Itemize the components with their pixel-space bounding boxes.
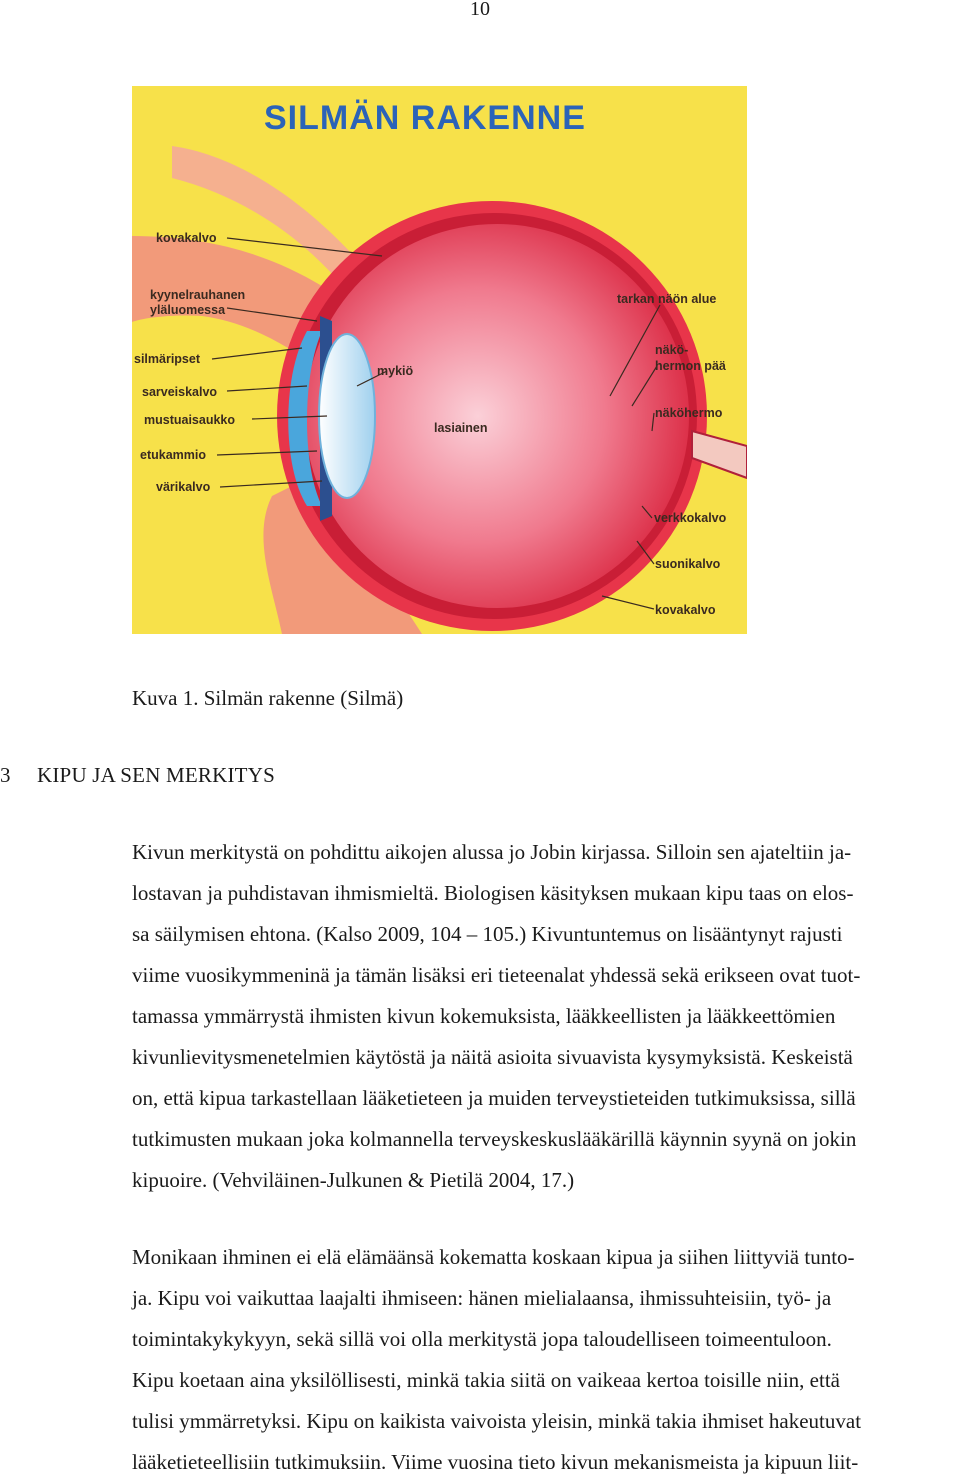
- label-tarkan-naon-alue: tarkan näön alue: [617, 292, 717, 306]
- label-lasiainen: lasiainen: [434, 421, 488, 435]
- section-heading: [0, 759, 275, 791]
- label-nakohermo: näköhermo: [655, 406, 723, 420]
- eye-anatomy-figure: [132, 86, 747, 634]
- page-number: 10: [470, 0, 490, 20]
- paragraph-line: Kipu koetaan aina yksilöllisesti, minkä takia siitä on vaikeaa kertoa toisille niin, että: [132, 1368, 840, 1392]
- paragraph-1: [132, 832, 958, 1201]
- paragraph-line: tamassa ymmärrystä ihmisten kivun kokemuksista, lääkkeellisten ja lääkkeettömien: [132, 1004, 836, 1028]
- section-number: 3: [0, 763, 11, 787]
- label-etukammio: etukammio: [140, 448, 206, 462]
- paragraph-line: on, että kipua tarkastellaan lääketieteen ja muiden terveystieteiden tutkimuksissa, sillä: [132, 1086, 856, 1110]
- paragraph-line: Monikaan ihminen ei elä elämäänsä kokematta koskaan kipua ja siihen liittyviä tunto-: [132, 1245, 855, 1269]
- paragraph-line: ja. Kipu voi vaikuttaa laajalti ihmiseen: hänen mielialaansa, ihmissuhteisiin, työ- ja: [132, 1286, 832, 1310]
- section-title: KIPU JA SEN MERKITYS: [37, 763, 275, 787]
- label-sarveiskalvo: sarveiskalvo: [142, 385, 218, 399]
- label-nakohermon-paa-1: näkö-: [655, 343, 689, 357]
- paragraph-line: lääketieteellisiin tutkimuksiin. Viime vuosina tieto kivun mekanismeista ja kipuun liit-: [132, 1450, 859, 1474]
- label-kyynelrauhanen-1: kyynelrauhanen: [150, 288, 246, 302]
- label-kovakalvo-bottom: kovakalvo: [655, 603, 716, 617]
- label-suonikalvo: suonikalvo: [655, 557, 721, 571]
- paragraph-line: Kivun merkitystä on pohdittu aikojen alussa jo Jobin kirjassa. Silloin sen ajateltiin ja-: [132, 840, 852, 864]
- label-kyynelrauhanen-2: yläluomessa: [150, 303, 226, 317]
- paragraph-line: viime vuosikymmeninä ja tämän lisäksi eri tieteenalat yhdessä sekä erikseen ovat tuot-: [132, 963, 861, 987]
- label-nakohermon-paa-2: hermon pää: [655, 359, 726, 373]
- paragraph-line: kipuoire. (Vehviläinen-Julkunen & Pietilä 2004, 17.): [132, 1168, 575, 1192]
- label-mustuaisaukko: mustuaisaukko: [144, 413, 236, 427]
- paragraph-line: kivunlievitysmenetelmien käytöstä ja näitä asioita sivuavista kysymyksistä. Keskeistä: [132, 1045, 853, 1069]
- lens-shape: [319, 334, 375, 498]
- figure-title: SILMÄN RAKENNE: [264, 99, 586, 137]
- paragraph-line: tulisi ymmärretyksi. Kipu on kaikista vaivoista yleisin, minkä takia ihmiset hakeutuvat: [132, 1409, 862, 1433]
- paragraph-line: lostavan ja puhdistavan ihmismieltä. Biologisen käsityksen mukaan kipu taas on elos-: [132, 881, 854, 905]
- paragraph-line: sa säilymisen ehtona. (Kalso 2009, 104 – 105.) Kivuntuntemus on lisääntynyt rajusti: [132, 922, 843, 946]
- label-varikalvo: värikalvo: [156, 480, 211, 494]
- paragraph-2: [132, 1237, 958, 1483]
- figure-caption: Kuva 1. Silmän rakenne (Silmä): [132, 686, 404, 710]
- label-verkkokalvo: verkkokalvo: [654, 511, 727, 525]
- label-mykio: mykiö: [377, 364, 414, 378]
- paragraph-line: toimintakykykyyn, sekä sillä voi olla merkitystä jopa taloudelliseen toimeentuloon.: [132, 1327, 832, 1351]
- label-kovakalvo-top: kovakalvo: [156, 231, 217, 245]
- paragraph-line: tutkimusten mukaan joka kolmannella terveyskeskuslääkärillä käynnin syynä on jokin: [132, 1127, 857, 1151]
- label-silmaripset: silmäripset: [134, 352, 201, 366]
